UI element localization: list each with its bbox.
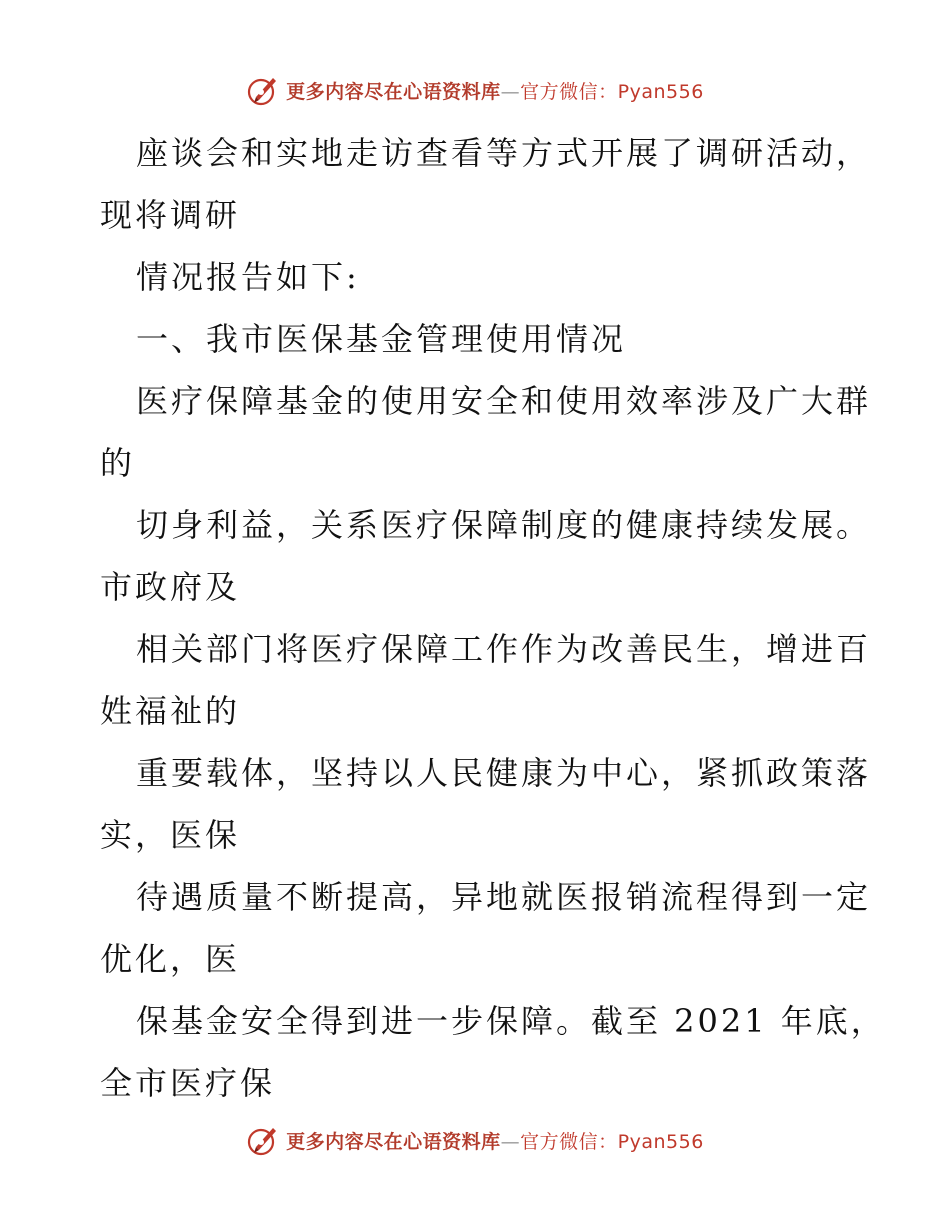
document-line: 医疗保障基金的使用安全和使用效率涉及广大群 — [136, 382, 872, 420]
header-watermark — [0, 70, 950, 110]
quill-pen-logo-icon — [246, 1123, 280, 1157]
document-line: 全市医疗保 — [100, 1064, 276, 1102]
document-body — [100, 122, 886, 1114]
document-line: 切身利益，关系医疗保障制度的健康持续发展。 — [136, 506, 872, 544]
quill-pen-logo-icon — [246, 73, 280, 107]
document-line: 相关部门将医疗保障工作作为改善民生，增进百 — [136, 630, 872, 668]
document-line: 市政府及 — [100, 568, 241, 606]
document-line: 待遇质量不断提高，异地就医报销流程得到一定 — [136, 878, 872, 916]
document-line: 重要载体，坚持以人民健康为中心，紧抓政策落 — [136, 754, 872, 792]
watermark-dash: — — [500, 80, 521, 103]
document-line: 情况报告如下: — [136, 258, 360, 296]
watermark-wechat: 官方微信：Pyan556 — [520, 80, 704, 103]
watermark-brand: 更多内容尽在心语资料库 — [286, 80, 501, 103]
document-line: 座谈会和实地走访查看等方式开展了调研活动， — [136, 134, 872, 172]
watermark-text — [286, 77, 704, 104]
watermark-text — [286, 1127, 704, 1154]
watermark-content — [246, 1123, 704, 1157]
watermark-brand: 更多内容尽在心语资料库 — [286, 1130, 501, 1153]
document-line: 实，医保 — [100, 816, 241, 854]
document-line: 优化，医 — [100, 940, 241, 978]
document-line: 姓福祉的 — [100, 692, 241, 730]
document-line: 现将调研 — [100, 196, 241, 234]
document-line: 一、我市医保基金管理使用情况 — [136, 320, 627, 358]
document-line: 保基金安全得到进一步保障。截至 2021 年底， — [136, 1002, 886, 1040]
watermark-dash: — — [500, 1130, 521, 1153]
footer-watermark — [0, 1120, 950, 1160]
watermark-content — [246, 73, 704, 107]
watermark-wechat: 官方微信：Pyan556 — [520, 1130, 704, 1153]
document-line: 的 — [100, 444, 136, 482]
